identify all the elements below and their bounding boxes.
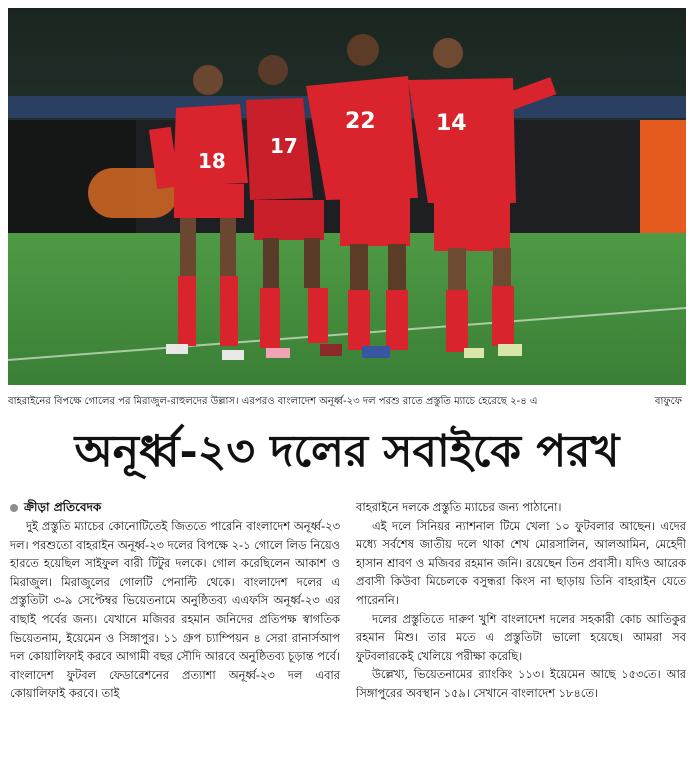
article-column-right	[356, 498, 686, 748]
article-paragraph: এই দলে সিনিয়র ন্যাশনাল টিমে খেলা ১০ ফুটবলার আছেন। এদের মধ্যে সর্বশেষ জাতীয় দলে থাকা শেখ মোরসালিন, আলআমিন, মেহেদী হাসান শ্রাবণ ও মজিবর রহমান জনি। রয়েছেন তিন প্রবাসী। যদিও আরেক প্রবাসী কিউবা মিচেলকে বসুন্ধরা কিংস না ছাড়ায় তিনি বাহরাইন যেতে পারেননি।	[356, 518, 686, 607]
jersey-number: 22	[345, 109, 376, 134]
players-celebration-image	[8, 8, 686, 385]
headline: অনূর্ধ্ব-২৩ দলের সবাইকে পরখ	[74, 426, 620, 477]
pitch	[8, 233, 686, 385]
bullet-icon	[10, 504, 18, 512]
caption-text: বাহরাইনের বিপক্ষে গোলের পর মিরাজুল-রাহুলদের উল্লাস। এরপরও বাংলাদেশ অনূর্ধ্ব-২৩ দল পরশু রাতে প্রস্তুতি ম্যাচে হেরেছে ২-৪ এ	[8, 396, 538, 407]
byline	[10, 498, 340, 517]
article-paragraph: দলের প্রস্তুতিতে দারুণ খুশি বাংলাদেশ দলের সহকারী কোচ আতিকুর রহমান মিশু। তার মতে এ প্রস্তুতিটা ভালো হয়েছে। আমরা সব ফুটবলারকেই খেলিয়ে পরীক্ষা করেছি।	[356, 611, 686, 663]
jersey-number: 17	[270, 134, 298, 158]
photo-caption	[8, 393, 686, 411]
news-photo	[8, 8, 686, 385]
photo-credit: বাফুফে	[654, 396, 682, 407]
byline-text: ক্রীড়া প্রতিবেদক	[24, 500, 102, 514]
jersey-number: 18	[198, 149, 226, 173]
article-column-left	[10, 498, 340, 748]
article-paragraph: উল্লেখ্য, ভিয়েতনামের র‍্যাংকিং ১১৩। ইয়েমেন আছে ১৫৩তে। আর সিঙ্গাপুরের অবস্থান ১৫৯। সেখানে বাংলাদেশ ১৮৪তে।	[356, 667, 686, 700]
article-paragraph: দুই প্রস্তুতি ম্যাচের কোনোটিতেই জিততে পারেনি বাংলাদেশ অনূর্ধ্ব-২৩ দল। পরশুতো বাহরাইন অনূর্ধ্ব-২৩ দলের বিপক্ষে ২-১ গোলে লিড নিয়েও হারতে হয়েছিল সাইফুল বারী টিটুর দলকে। গোল করেছিলেন আকাশ ও মিরাজুল। মিরাজুলের গোলটি পেনাল্টি থেকে। বাংলাদেশ দলের এ প্রস্তুতিটা ৩-৯ সেপ্টেম্বর ভিয়েতনামে অনুষ্ঠিতব্য এএফসি অনূর্ধ্ব-২৩ এর বাছাই পর্বের জন্য। যেখানে মজিবর রহমান জনিদের প্রতিপক্ষ স্বাগতিক ভিয়েতনাম, ইয়েমেন ও সিঙ্গাপুর। ১১ গ্রুপ চ্যাম্পিয়ন ৪ সেরা রানার্সআপ দল কোয়ালিফাই করবে আগামী বছর সৌদি আরবে অনুষ্ঠিতব্য চূড়ান্ত পর্বে। বাংলাদেশ ফুটবল ফেডারেশনের প্রত্যাশা অনূর্ধ্ব-২৩ দল এবার কোয়ালিফাই করবে। তাই	[10, 519, 340, 701]
article-paragraph: বাহরাইনে দলকে প্রস্তুতি ম্যাচের জন্য পাঠানো।	[356, 500, 562, 514]
jersey-number: 14	[436, 111, 467, 136]
